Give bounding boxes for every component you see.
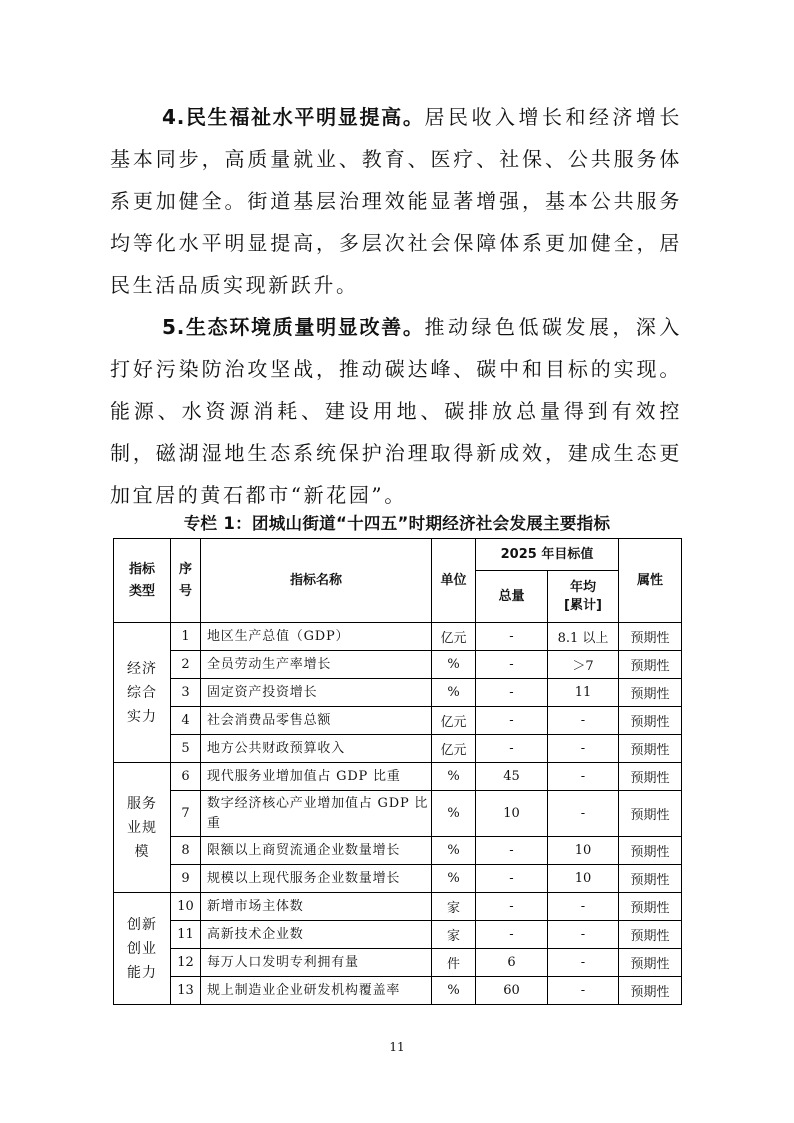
- total-cell: 10: [476, 791, 548, 837]
- annual-cell: -: [548, 949, 619, 977]
- seq-cell: 10: [171, 893, 201, 921]
- annual-cell: -: [548, 735, 619, 763]
- seq-cell: 8: [171, 837, 201, 865]
- table-row: [114, 837, 682, 865]
- table-row: [114, 651, 682, 679]
- paragraph-body: 居民收入增长和经济增长基本同步，高质量就业、教育、医疗、社保、公共服务体系更加健全。街道基层治理效能显著增强，基本公共服务均等化水平明显提高，多层次社会保障体系更加健全，居民生活品质实现新跃升。: [110, 105, 682, 297]
- table-caption: 专栏 1：团城山街道“十四五”时期经济社会发展主要指标: [183, 514, 611, 533]
- table-row: [114, 679, 682, 707]
- name-cell: 数字经济核心产业增加值占 GDP 比重: [201, 791, 432, 837]
- unit-cell: %: [432, 679, 476, 707]
- name-cell: 社会消费品零售总额: [201, 707, 432, 735]
- attr-cell: 预期性: [619, 623, 682, 651]
- paragraph-livelihood: [110, 96, 682, 306]
- seq-cell: 6: [171, 763, 201, 791]
- annual-cell: -: [548, 977, 619, 1005]
- paragraph-heading: 5.生态环境质量明显改善。: [162, 315, 425, 339]
- total-cell: -: [476, 735, 548, 763]
- seq-cell: 13: [171, 977, 201, 1005]
- annual-cell: ＞7: [548, 651, 619, 679]
- header-annual: 年均 [累计]: [548, 571, 619, 623]
- annual-cell: 8.1 以上: [548, 623, 619, 651]
- header-target: 2025 年目标值: [476, 539, 619, 571]
- attr-cell: 预期性: [619, 651, 682, 679]
- annual-cell: -: [548, 707, 619, 735]
- annual-cell: -: [548, 893, 619, 921]
- unit-cell: %: [432, 763, 476, 791]
- table-row: [114, 893, 682, 921]
- indicator-table: [113, 538, 682, 1005]
- annual-cell: -: [548, 763, 619, 791]
- attr-cell: 预期性: [619, 707, 682, 735]
- seq-cell: 12: [171, 949, 201, 977]
- attr-cell: 预期性: [619, 791, 682, 837]
- total-cell: -: [476, 893, 548, 921]
- table-row: [114, 707, 682, 735]
- unit-cell: 件: [432, 949, 476, 977]
- unit-cell: 家: [432, 893, 476, 921]
- name-cell: 限额以上商贸流通企业数量增长: [201, 837, 432, 865]
- unit-cell: 亿元: [432, 623, 476, 651]
- attr-cell: 预期性: [619, 949, 682, 977]
- attr-cell: 预期性: [619, 921, 682, 949]
- seq-cell: 11: [171, 921, 201, 949]
- total-cell: -: [476, 837, 548, 865]
- unit-cell: %: [432, 651, 476, 679]
- unit-cell: 亿元: [432, 707, 476, 735]
- header-unit: 单位: [432, 539, 476, 623]
- seq-cell: 3: [171, 679, 201, 707]
- name-cell: 规模以上现代服务企业数量增长: [201, 865, 432, 893]
- table-row: [114, 977, 682, 1005]
- name-cell: 全员劳动生产率增长: [201, 651, 432, 679]
- category-cell: 服务业规模: [114, 763, 171, 893]
- unit-cell: 亿元: [432, 735, 476, 763]
- name-cell: 固定资产投资增长: [201, 679, 432, 707]
- annual-cell: 10: [548, 865, 619, 893]
- table-row: [114, 763, 682, 791]
- category-cell: 经济综合实力: [114, 623, 171, 763]
- annual-cell: 10: [548, 837, 619, 865]
- name-cell: 新增市场主体数: [201, 893, 432, 921]
- total-cell: -: [476, 679, 548, 707]
- total-cell: 60: [476, 977, 548, 1005]
- annual-cell: 11: [548, 679, 619, 707]
- attr-cell: 预期性: [619, 865, 682, 893]
- total-cell: -: [476, 865, 548, 893]
- total-cell: -: [476, 707, 548, 735]
- seq-cell: 4: [171, 707, 201, 735]
- seq-cell: 5: [171, 735, 201, 763]
- header-total: 总量: [476, 571, 548, 623]
- paragraph-body: 推动绿色低碳发展，深入打好污染防治攻坚战，推动碳达峰、碳中和目标的实现。能源、水资源消耗、建设用地、碳排放总量得到有效控制，磁湖湿地生态系统保护治理取得新成效，建成生态更加宜居的黄石都市“新花园”。: [110, 315, 682, 507]
- total-cell: 45: [476, 763, 548, 791]
- category-cell: 创新创业能力: [114, 893, 171, 1005]
- table-row: [114, 791, 682, 837]
- attr-cell: 预期性: [619, 977, 682, 1005]
- name-cell: 地方公共财政预算收入: [201, 735, 432, 763]
- table-row: [114, 623, 682, 651]
- header-category: 指标类型: [114, 539, 171, 623]
- annual-cell: -: [548, 921, 619, 949]
- unit-cell: 家: [432, 921, 476, 949]
- paragraph-heading: 4.民生福祉水平明显提高。: [162, 105, 425, 129]
- name-cell: 每万人口发明专利拥有量: [201, 949, 432, 977]
- total-cell: -: [476, 651, 548, 679]
- seq-cell: 2: [171, 651, 201, 679]
- header-attr: 属性: [619, 539, 682, 623]
- page-number: 11: [389, 1040, 405, 1054]
- seq-cell: 7: [171, 791, 201, 837]
- seq-cell: 9: [171, 865, 201, 893]
- unit-cell: %: [432, 865, 476, 893]
- unit-cell: %: [432, 837, 476, 865]
- table-row: [114, 949, 682, 977]
- header-seq: 序号: [171, 539, 201, 623]
- name-cell: 现代服务业增加值占 GDP 比重: [201, 763, 432, 791]
- total-cell: 6: [476, 949, 548, 977]
- attr-cell: 预期性: [619, 679, 682, 707]
- attr-cell: 预期性: [619, 837, 682, 865]
- header-name: 指标名称: [201, 539, 432, 623]
- table-row: [114, 921, 682, 949]
- attr-cell: 预期性: [619, 763, 682, 791]
- paragraph-ecology: [110, 306, 682, 516]
- annual-cell: -: [548, 791, 619, 837]
- name-cell: 地区生产总值（GDP）: [201, 623, 432, 651]
- name-cell: 规上制造业企业研发机构覆盖率: [201, 977, 432, 1005]
- unit-cell: %: [432, 977, 476, 1005]
- attr-cell: 预期性: [619, 735, 682, 763]
- table-row: [114, 865, 682, 893]
- attr-cell: 预期性: [619, 893, 682, 921]
- total-cell: -: [476, 623, 548, 651]
- table-row: [114, 735, 682, 763]
- name-cell: 高新技术企业数: [201, 921, 432, 949]
- unit-cell: %: [432, 791, 476, 837]
- seq-cell: 1: [171, 623, 201, 651]
- total-cell: -: [476, 921, 548, 949]
